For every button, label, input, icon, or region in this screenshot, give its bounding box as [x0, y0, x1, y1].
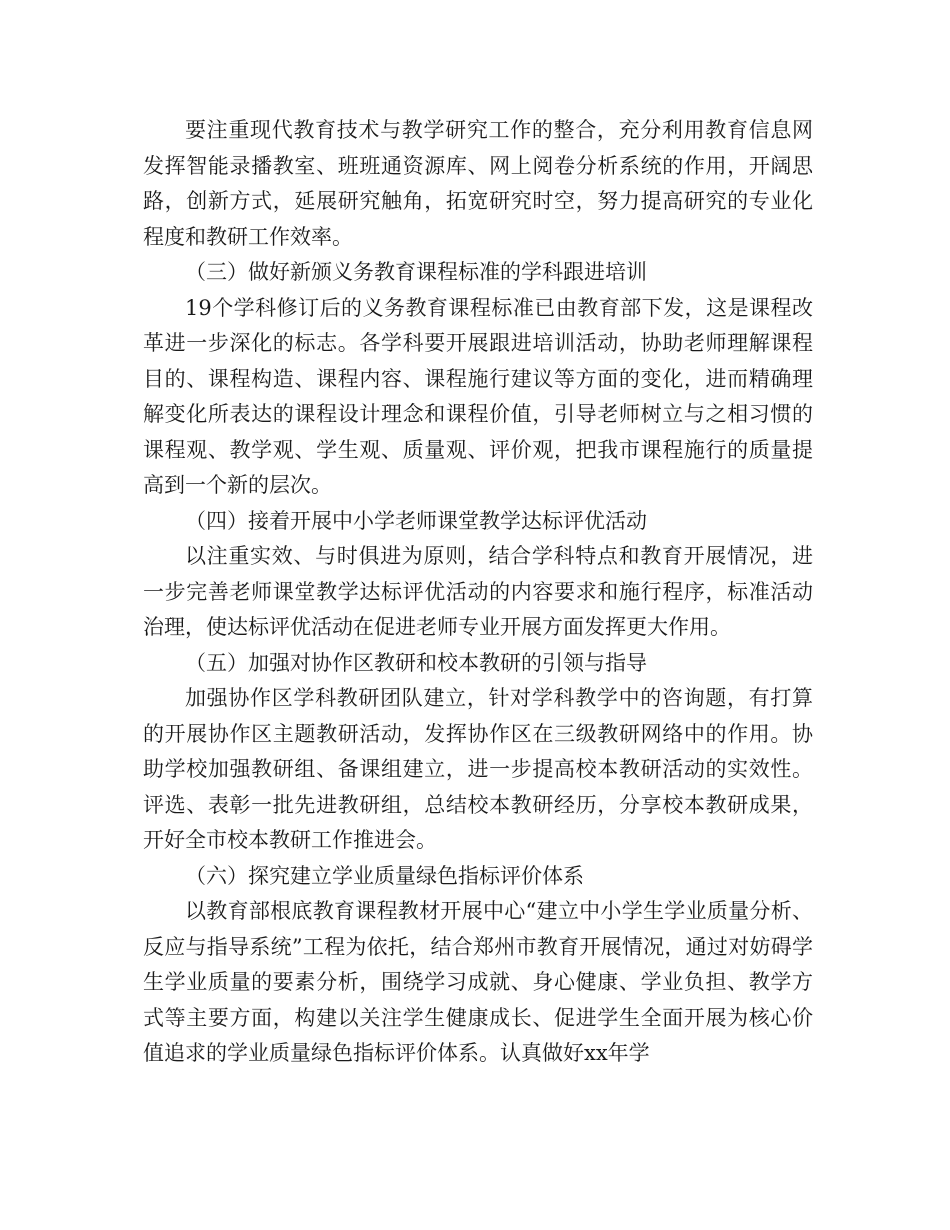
- document-page: [143, 113, 813, 1072]
- paragraph-curriculum-standards: 19个学科修订后的义务教育课程标准已由教育部下发，这是课程改革进一步深化的标志。各学科要开展跟进培训活动，协助老师理解课程目的、课程构造、课程内容、课程施行建议等方面的变化，进而精确理解变化所表达的课程设计理念和课程价值，引导老师树立与之相习惯的课程观、教学观、学生观、质量观、评价观，把我市课程施行的质量提高到一个新的层次。: [143, 295, 813, 497]
- paragraph-quality-indicators: 以教育部根底教育课程教材开展中心“建立中小学生学业质量分析、反应与指导系统”工程为依托，结合郑州市教育开展情况，通过对妨碍学生学业质量的要素分析，围绕学习成就、身心健康、学业负担、教学方式等主要方面，构建以关注学生健康成长、促进学生全面开展为核心价值追求的学业质量绿色指标评价体系。认真做好xx年学: [143, 899, 813, 1065]
- section-heading-3: （三）做好新颁义务教育课程标准的学科跟进培训: [185, 260, 647, 284]
- paragraph-ed-tech-integration: 要注重现代教育技术与教学研究工作的整合，充分利用教育信息网发挥智能录播教室、班班通资源库、网上阅卷分析系统的作用，开阔思路，创新方式，延展研究触角，拓宽研究时空，努力提高研究的专业化程度和教研工作效率。: [143, 118, 813, 249]
- paragraph-teaching-evaluation: 以注重实效、与时俱进为原则，结合学科特点和教育开展情况，进一步完善老师课堂教学达标评优活动的内容要求和施行程序，标准活动治理，使达标评优活动在促进老师专业开展方面发挥更大作用。: [143, 544, 813, 639]
- section-heading-4: （四）接着开展中小学老师课堂教学达标评优活动: [185, 508, 647, 533]
- section-heading-6: （六）探究建立学业质量绿色指标评价体系: [185, 863, 584, 888]
- paragraph-collaborative-research: 加强协作区学科教研团队建立，针对学科教学中的咨询题，有打算的开展协作区主题教研活动，发挥协作区在三级教研网络中的作用。协助学校加强教研组、备课组建立，进一步提高校本教研活动的实效性。评选、表彰一批先进教研组，总结校本教研经历，分享校本教研成果，开好全市校本教研工作推进会。: [143, 686, 813, 852]
- section-heading-5: （五）加强对协作区教研和校本教研的引领与指导: [185, 650, 647, 675]
